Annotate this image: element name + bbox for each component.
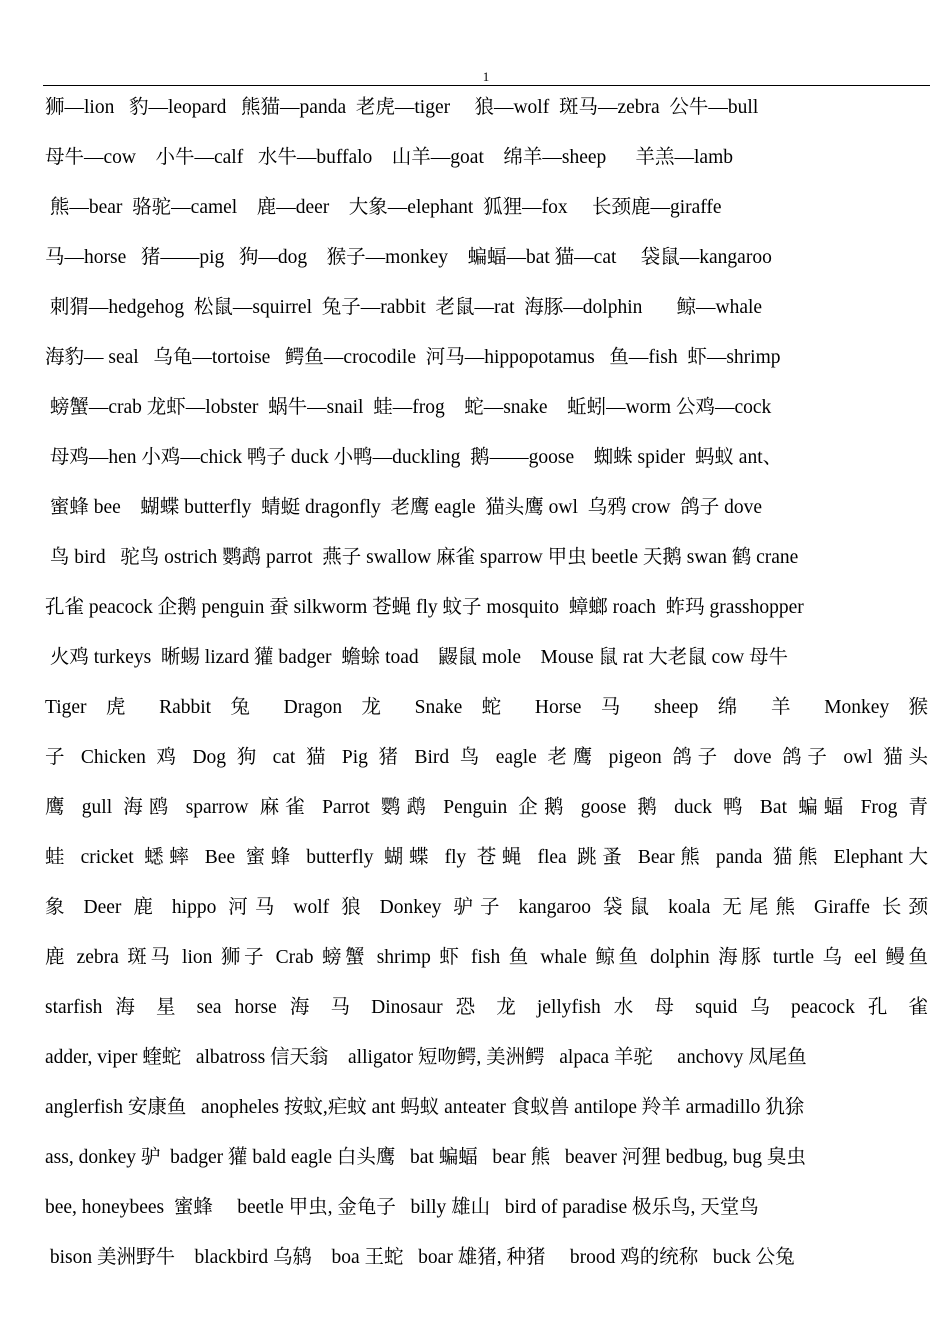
text-line-justified: [45, 688, 928, 728]
text-line: 海豹— seal 乌龟—tortoise 鳄鱼—crocodile 河马—hippopotamus 鱼—fish 虾—shrimp: [45, 347, 781, 368]
text-line: 狮—lion 豹—leopard 熊猫—panda 老虎—tiger 狼—wolf 斑马—zebra 公牛—bull: [45, 97, 759, 118]
text-line: bee, honeybees 蜜蜂 beetle 甲虫, 金龟子 billy 雄山 bird of paradise 极乐鸟, 天堂鸟: [45, 1197, 759, 1218]
text-line: 螃蟹—crab 龙虾—lobster 蜗牛—snail 蛙—frog 蛇—snake 蚯蚓—worm 公鸡—cock: [45, 397, 772, 418]
text-line-justified: [45, 838, 928, 878]
text-line: 孔雀 peacock 企鹅 penguin 蚕 silkworm 苍蝇 fly 蚊子 mosquito 蟑螂 roach 蚱玛 grasshopper: [45, 597, 804, 618]
header-rule: [43, 85, 930, 86]
text-line: bison 美洲野牛 blackbird 乌鸫 boa 王蛇 boar 雄猪, 种猪 brood 鸡的统称 buck 公兔: [45, 1247, 795, 1268]
text-line: ass, donkey 驴 badger 獾 bald eagle 白头鹰 bat 蝙蝠 bear 熊 beaver 河狸 bedbug, bug 臭虫: [45, 1147, 806, 1168]
text-line: 母牛—cow 小牛—calf 水牛—buffalo 山羊—goat 绵羊—sheep 羊羔—lamb: [45, 147, 734, 168]
text-line: 熊—bear 骆驼—camel 鹿—deer 大象—elephant 狐狸—fox 长颈鹿—giraffe: [45, 197, 722, 218]
text-line: adder, viper 蝰蛇 albatross 信天翁 alligator 短吻鳄, 美洲鳄 alpaca 羊驼 anchovy 凤尾鱼: [45, 1047, 807, 1068]
text-line-content: 象 Deer 鹿 hippo 河马 wolf 狼 Donkey 驴子 kangaroo 袋鼠 koala 无尾熊 Giraffe 长颈: [45, 897, 928, 918]
page-number: 1: [482, 69, 490, 84]
text-line-justified: [45, 788, 928, 828]
text-line: 蜜蜂 bee 蝴蝶 butterfly 蜻蜓 dragonfly 老鹰 eagle 猫头鹰 owl 乌鸦 crow 鸽子 dove: [45, 497, 763, 518]
text-line-justified: [45, 738, 928, 778]
text-line-content: 蛙 cricket 蟋蟀 Bee 蜜蜂 butterfly 蝴蝶 fly 苍蝇 flea 跳蚤 Bear熊 panda 猫熊 Elephant大: [45, 847, 928, 868]
text-line: 火鸡 turkeys 晰蜴 lizard 獾 badger 蟾蜍 toad 鼹鼠 mole Mouse 鼠 rat 大老鼠 cow 母牛: [45, 647, 789, 668]
text-line-justified: [45, 988, 928, 1028]
text-line: 刺猬—hedgehog 松鼠—squirrel 兔子—rabbit 老鼠—rat 海豚—dolphin 鲸—whale: [45, 297, 763, 318]
text-line-justified: [45, 888, 928, 928]
text-line-content: 子 Chicken 鸡 Dog 狗 cat 猫 Pig 猪 Bird 鸟 eagle 老鹰 pigeon 鸽子 dove 鸽子 owl 猫头: [45, 747, 928, 768]
text-line: 马—horse 猪——pig 狗—dog 猴子—monkey 蝙蝠—bat 猫—cat 袋鼠—kangaroo: [45, 247, 772, 268]
text-line: anglerfish 安康鱼 anopheles 按蚊,疟蚊 ant 蚂蚁 anteater 食蚁兽 antilope 羚羊 armadillo 犰狳: [45, 1097, 805, 1118]
text-line-content: Tiger 虎 Rabbit 兔 Dragon 龙 Snake 蛇 Horse 马 sheep 绵 羊 Monkey 猴: [45, 697, 928, 718]
text-line: 鸟 bird 驼鸟 ostrich 鹦鹉 parrot 燕子 swallow 麻雀 sparrow 甲虫 beetle 天鹅 swan 鹤 crane: [45, 547, 799, 568]
text-line-justified: [45, 938, 928, 978]
text-line: 母鸡—hen 小鸡—chick 鸭子 duck 小鸭—duckling 鹅——goose 蜘蛛 spider 蚂蚁 ant、: [45, 447, 783, 468]
text-line-content: 鹿 zebra 斑马 lion 狮子 Crab 螃蟹 shrimp 虾 fish 鱼 whale 鲸鱼 dolphin 海豚 turtle 乌 eel 鳗鱼: [45, 947, 928, 968]
text-line-content: starfish 海 星 sea horse 海 马 Dinosaur 恐 龙 jellyfish 水 母 squid 乌 peacock 孔 雀: [45, 997, 928, 1018]
text-line-content: 鹰 gull 海鸥 sparrow 麻雀 Parrot 鹦鹉 Penguin 企鹅 goose 鹅 duck 鸭 Bat 蝙蝠 Frog 青: [45, 797, 928, 818]
